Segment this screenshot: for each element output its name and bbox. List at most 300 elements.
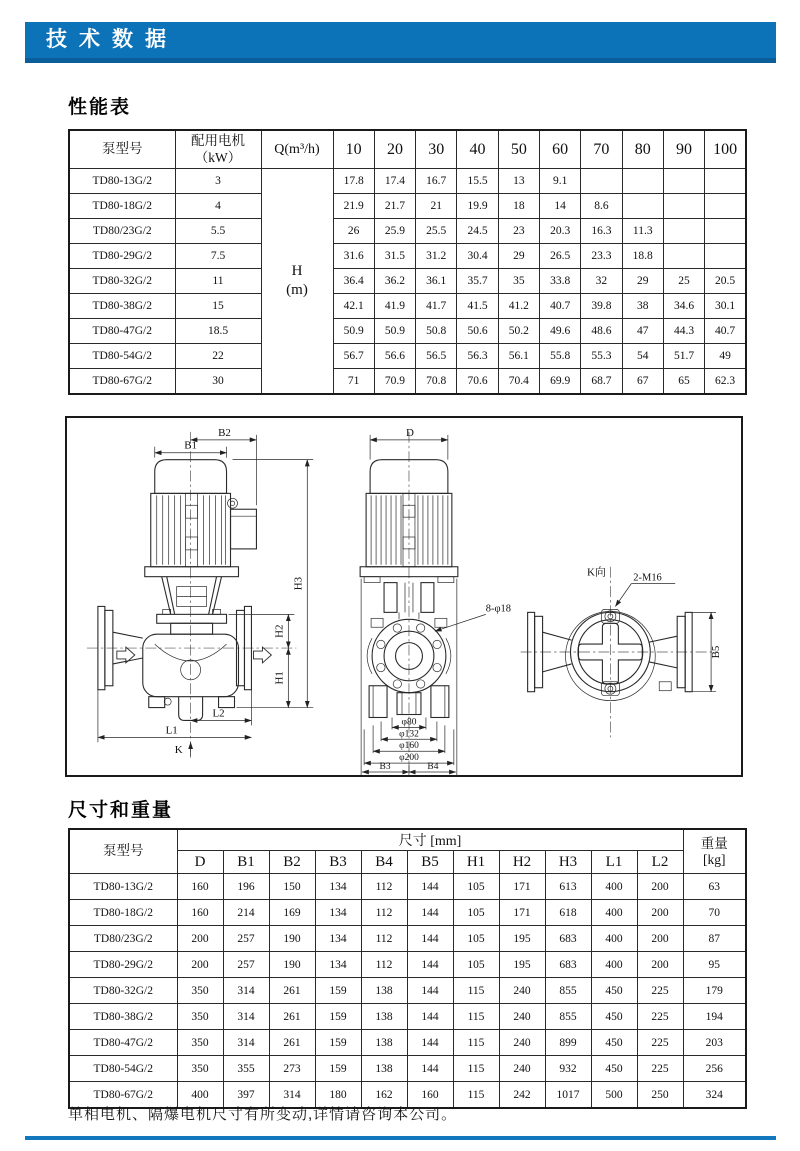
model-cell: TD80-18G/2 xyxy=(69,194,175,219)
size-value-cell: 683 xyxy=(545,952,591,978)
head-value-cell: 41.9 xyxy=(374,294,415,319)
k-view-label: K向 xyxy=(586,566,606,579)
size-value-cell: 257 xyxy=(223,952,269,978)
size-value-cell: 105 xyxy=(453,874,499,900)
head-value-cell: 70.9 xyxy=(374,369,415,395)
perf-section-title: 性能表 xyxy=(68,97,132,118)
size-value-cell: 112 xyxy=(361,952,407,978)
model-cell: TD80-13G/2 xyxy=(69,169,175,194)
size-value-cell: 200 xyxy=(637,952,683,978)
head-value-cell: 69.9 xyxy=(539,369,580,395)
head-value-cell: 38 xyxy=(622,294,663,319)
dim-table-row xyxy=(69,900,746,926)
head-value-cell: 21 xyxy=(416,194,457,219)
header-line: [kg] xyxy=(703,851,726,867)
head-value-cell: 48.6 xyxy=(581,319,622,344)
model-cell: TD80-67G/2 xyxy=(69,1082,177,1109)
perf-col-flow: Q(m³/h) xyxy=(261,130,333,169)
dim-size-col: H3 xyxy=(545,851,591,874)
size-value-cell: 450 xyxy=(591,1056,637,1082)
size-value-cell: 190 xyxy=(269,952,315,978)
head-value-cell: 13 xyxy=(498,169,539,194)
size-value-cell: 144 xyxy=(407,874,453,900)
head-value-cell xyxy=(622,169,663,194)
head-value-cell: 56.6 xyxy=(374,344,415,369)
power-cell: 22 xyxy=(175,344,261,369)
head-value-cell: 50.9 xyxy=(333,319,374,344)
head-value-cell: 42.1 xyxy=(333,294,374,319)
head-value-cell: 33.8 xyxy=(539,269,580,294)
thread-callout: 2-M16 xyxy=(633,572,662,584)
perf-col-q: 10 xyxy=(333,130,374,169)
head-value-cell: 19.9 xyxy=(457,194,498,219)
size-value-cell: 144 xyxy=(407,926,453,952)
head-value-cell: 70.4 xyxy=(498,369,539,395)
size-value-cell: 134 xyxy=(315,926,361,952)
size-value-cell: 115 xyxy=(453,1004,499,1030)
perf-table-row xyxy=(69,244,746,269)
dim-label-dia200: φ200 xyxy=(399,753,419,764)
head-value-cell: 50.9 xyxy=(374,319,415,344)
head-value-cell: 41.7 xyxy=(416,294,457,319)
perf-table-row xyxy=(69,269,746,294)
size-value-cell: 613 xyxy=(545,874,591,900)
size-value-cell: 242 xyxy=(499,1082,545,1109)
head-value-cell: 17.8 xyxy=(333,169,374,194)
size-value-cell: 200 xyxy=(177,926,223,952)
dim-label-h2: H2 xyxy=(273,624,286,638)
size-value-cell: 225 xyxy=(637,1030,683,1056)
size-value-cell: 450 xyxy=(591,1004,637,1030)
dim-table-row xyxy=(69,978,746,1004)
size-value-cell: 159 xyxy=(315,1004,361,1030)
dim-table-row xyxy=(69,952,746,978)
head-value-cell: 40.7 xyxy=(705,319,746,344)
dim-label-dia80: φ80 xyxy=(401,717,417,728)
perf-table-row xyxy=(69,294,746,319)
dim-size-col: B1 xyxy=(223,851,269,874)
model-cell: TD80-54G/2 xyxy=(69,344,175,369)
perf-header-row xyxy=(69,130,746,169)
size-value-cell: 240 xyxy=(499,1030,545,1056)
dim-label-b5: B5 xyxy=(710,645,723,659)
head-unit-cell xyxy=(261,169,333,395)
head-value-cell xyxy=(663,219,704,244)
model-cell: TD80-29G/2 xyxy=(69,952,177,978)
head-value-cell: 41.2 xyxy=(498,294,539,319)
weight-cell: 87 xyxy=(683,926,746,952)
model-cell: TD80/23G/2 xyxy=(69,926,177,952)
size-value-cell: 171 xyxy=(499,874,545,900)
size-value-cell: 138 xyxy=(361,1004,407,1030)
size-value-cell: 350 xyxy=(177,1004,223,1030)
head-value-cell: 65 xyxy=(663,369,704,395)
size-value-cell: 112 xyxy=(361,900,407,926)
perf-col-q: 30 xyxy=(416,130,457,169)
size-value-cell: 105 xyxy=(453,926,499,952)
size-value-cell: 171 xyxy=(499,900,545,926)
size-value-cell: 138 xyxy=(361,1030,407,1056)
head-value-cell: 23.3 xyxy=(581,244,622,269)
bottom-rule xyxy=(25,1136,776,1140)
size-value-cell: 225 xyxy=(637,1004,683,1030)
size-value-cell: 160 xyxy=(407,1082,453,1109)
power-cell: 30 xyxy=(175,369,261,395)
size-value-cell: 134 xyxy=(315,952,361,978)
dim-label-b1: B1 xyxy=(184,439,198,452)
model-cell: TD80-18G/2 xyxy=(69,900,177,926)
size-value-cell: 450 xyxy=(591,1030,637,1056)
size-value-cell: 932 xyxy=(545,1056,591,1082)
dim-table-row xyxy=(69,874,746,900)
size-value-cell: 314 xyxy=(269,1082,315,1109)
size-value-cell: 350 xyxy=(177,1056,223,1082)
header-bar xyxy=(25,22,776,63)
size-value-cell: 214 xyxy=(223,900,269,926)
head-value-cell: 51.7 xyxy=(663,344,704,369)
head-value-cell: 29 xyxy=(622,269,663,294)
head-value-cell: 40.7 xyxy=(539,294,580,319)
model-cell: TD80-32G/2 xyxy=(69,269,175,294)
head-value-cell xyxy=(705,219,746,244)
size-value-cell: 144 xyxy=(407,1056,453,1082)
head-value-cell xyxy=(705,244,746,269)
dim-size-col: D xyxy=(177,851,223,874)
model-cell: TD80-32G/2 xyxy=(69,978,177,1004)
dim-label-b2: B2 xyxy=(218,426,231,439)
size-value-cell: 115 xyxy=(453,1082,499,1109)
head-value-cell xyxy=(705,194,746,219)
dim-table-row xyxy=(69,1004,746,1030)
dim-size-col: B2 xyxy=(269,851,315,874)
pump-drawing-box xyxy=(65,416,743,777)
dim-label-dia132: φ132 xyxy=(399,729,419,740)
dim-col-weight xyxy=(683,829,746,874)
head-value-cell: 23 xyxy=(498,219,539,244)
head-value-cell: 54 xyxy=(622,344,663,369)
dim-label-h3: H3 xyxy=(292,576,305,591)
size-value-cell: 159 xyxy=(315,1056,361,1082)
weight-cell: 256 xyxy=(683,1056,746,1082)
size-value-cell: 150 xyxy=(269,874,315,900)
size-value-cell: 240 xyxy=(499,1056,545,1082)
weight-cell: 63 xyxy=(683,874,746,900)
side-view xyxy=(360,427,511,775)
dim-table-row xyxy=(69,1056,746,1082)
size-value-cell: 105 xyxy=(453,952,499,978)
size-value-cell: 350 xyxy=(177,978,223,1004)
dim-size-col: B4 xyxy=(361,851,407,874)
size-value-cell: 273 xyxy=(269,1056,315,1082)
dim-size-group: 尺寸 [mm] xyxy=(177,829,683,851)
head-value-cell: 41.5 xyxy=(457,294,498,319)
page-title: 技术数据 xyxy=(46,28,178,51)
size-value-cell: 240 xyxy=(499,1004,545,1030)
perf-col-q: 90 xyxy=(663,130,704,169)
model-cell: TD80-54G/2 xyxy=(69,1056,177,1082)
size-value-cell: 134 xyxy=(315,900,361,926)
size-value-cell: 250 xyxy=(637,1082,683,1109)
head-value-cell: 21.7 xyxy=(374,194,415,219)
head-value-cell: 31.5 xyxy=(374,244,415,269)
perf-col-q: 20 xyxy=(374,130,415,169)
head-value-cell: 36.2 xyxy=(374,269,415,294)
head-value-cell: 30.4 xyxy=(457,244,498,269)
model-cell: TD80-13G/2 xyxy=(69,874,177,900)
power-cell: 4 xyxy=(175,194,261,219)
size-value-cell: 138 xyxy=(361,978,407,1004)
perf-table-row xyxy=(69,369,746,395)
perf-table-row xyxy=(69,219,746,244)
model-cell: TD80-38G/2 xyxy=(69,1004,177,1030)
dim-label-l2: L2 xyxy=(212,707,225,720)
model-cell: TD80-29G/2 xyxy=(69,244,175,269)
size-value-cell: 400 xyxy=(591,874,637,900)
perf-table-row xyxy=(69,319,746,344)
head-value-cell xyxy=(663,194,704,219)
head-value-cell: 49.6 xyxy=(539,319,580,344)
dim-size-col: H2 xyxy=(499,851,545,874)
perf-table xyxy=(68,129,747,395)
header-line: （kW） xyxy=(194,149,242,165)
perf-col-q: 60 xyxy=(539,130,580,169)
size-value-cell: 261 xyxy=(269,1030,315,1056)
dim-label-b3: B3 xyxy=(379,762,391,773)
head-value-cell: 29 xyxy=(498,244,539,269)
size-value-cell: 355 xyxy=(223,1056,269,1082)
perf-table-row xyxy=(69,344,746,369)
perf-col-q: 100 xyxy=(705,130,746,169)
size-value-cell: 105 xyxy=(453,900,499,926)
head-value-cell: 56.5 xyxy=(416,344,457,369)
dim-section-title: 尺寸和重量 xyxy=(68,800,174,821)
front-view xyxy=(87,427,313,759)
head-value-cell: 9.1 xyxy=(539,169,580,194)
perf-col-q: 40 xyxy=(457,130,498,169)
head-value-cell: 31.6 xyxy=(333,244,374,269)
head-value-cell xyxy=(705,169,746,194)
head-value-cell: 50.6 xyxy=(457,319,498,344)
size-value-cell: 195 xyxy=(499,952,545,978)
head-value-cell: 18.8 xyxy=(622,244,663,269)
size-value-cell: 144 xyxy=(407,978,453,1004)
dim-label-d: D xyxy=(406,426,414,439)
dim-label-h1: H1 xyxy=(273,671,286,685)
dim-size-col: L1 xyxy=(591,851,637,874)
size-value-cell: 1017 xyxy=(545,1082,591,1109)
head-value-cell: 15.5 xyxy=(457,169,498,194)
size-value-cell: 115 xyxy=(453,1030,499,1056)
head-value-cell: 55.8 xyxy=(539,344,580,369)
size-value-cell: 115 xyxy=(453,978,499,1004)
size-value-cell: 200 xyxy=(637,926,683,952)
size-value-cell: 112 xyxy=(361,874,407,900)
head-value-cell xyxy=(663,244,704,269)
weight-cell: 70 xyxy=(683,900,746,926)
size-value-cell: 855 xyxy=(545,1004,591,1030)
model-cell: TD80-47G/2 xyxy=(69,319,175,344)
head-value-cell: 71 xyxy=(333,369,374,395)
head-value-cell: 18 xyxy=(498,194,539,219)
head-value-cell: 32 xyxy=(581,269,622,294)
perf-col-model: 泵型号 xyxy=(69,130,175,169)
dim-table-body xyxy=(69,829,746,1108)
dim-table xyxy=(68,828,747,1109)
size-value-cell: 855 xyxy=(545,978,591,1004)
head-value-cell: 70.8 xyxy=(416,369,457,395)
dim-label-b4: B4 xyxy=(427,762,439,773)
head-value-cell: 35.7 xyxy=(457,269,498,294)
size-value-cell: 618 xyxy=(545,900,591,926)
size-value-cell: 115 xyxy=(453,1056,499,1082)
head-value-cell: 49 xyxy=(705,344,746,369)
size-value-cell: 400 xyxy=(591,926,637,952)
size-value-cell: 261 xyxy=(269,978,315,1004)
size-value-cell: 257 xyxy=(223,926,269,952)
dim-size-col: B5 xyxy=(407,851,453,874)
size-value-cell: 683 xyxy=(545,926,591,952)
header-line: 配用电机 xyxy=(191,133,245,149)
size-value-cell: 169 xyxy=(269,900,315,926)
size-value-cell: 160 xyxy=(177,874,223,900)
head-value-cell: 17.4 xyxy=(374,169,415,194)
head-value-cell: 35 xyxy=(498,269,539,294)
size-value-cell: 159 xyxy=(315,1030,361,1056)
size-value-cell: 261 xyxy=(269,1004,315,1030)
size-value-cell: 144 xyxy=(407,1004,453,1030)
head-value-cell: 50.2 xyxy=(498,319,539,344)
head-value-cell: 67 xyxy=(622,369,663,395)
size-value-cell: 350 xyxy=(177,1030,223,1056)
size-value-cell: 112 xyxy=(361,926,407,952)
head-value-cell: 39.8 xyxy=(581,294,622,319)
weight-cell: 179 xyxy=(683,978,746,1004)
perf-col-q: 70 xyxy=(581,130,622,169)
head-value-cell: 55.3 xyxy=(581,344,622,369)
head-value-cell: 56.3 xyxy=(457,344,498,369)
weight-cell: 324 xyxy=(683,1082,746,1109)
size-value-cell: 400 xyxy=(177,1082,223,1109)
model-cell: TD80-67G/2 xyxy=(69,369,175,395)
size-value-cell: 400 xyxy=(591,900,637,926)
size-value-cell: 160 xyxy=(177,900,223,926)
head-value-cell xyxy=(663,169,704,194)
head-value-cell: 25.9 xyxy=(374,219,415,244)
header-line: (m) xyxy=(286,282,308,298)
head-value-cell xyxy=(581,169,622,194)
dim-table-row xyxy=(69,1030,746,1056)
head-value-cell: 8.6 xyxy=(581,194,622,219)
size-value-cell: 200 xyxy=(177,952,223,978)
size-value-cell: 200 xyxy=(637,874,683,900)
size-value-cell: 144 xyxy=(407,1030,453,1056)
head-value-cell: 44.3 xyxy=(663,319,704,344)
head-value-cell: 25 xyxy=(663,269,704,294)
size-value-cell: 500 xyxy=(591,1082,637,1109)
size-value-cell: 400 xyxy=(591,952,637,978)
k-direction-view xyxy=(521,565,722,738)
head-value-cell: 34.6 xyxy=(663,294,704,319)
head-value-cell: 24.5 xyxy=(457,219,498,244)
size-value-cell: 240 xyxy=(499,978,545,1004)
power-cell: 15 xyxy=(175,294,261,319)
head-value-cell: 20.5 xyxy=(705,269,746,294)
size-value-cell: 196 xyxy=(223,874,269,900)
size-value-cell: 450 xyxy=(591,978,637,1004)
size-value-cell: 397 xyxy=(223,1082,269,1109)
size-value-cell: 190 xyxy=(269,926,315,952)
power-cell: 7.5 xyxy=(175,244,261,269)
head-value-cell: 26.5 xyxy=(539,244,580,269)
bolt-circle-callout: 8-φ18 xyxy=(485,603,511,615)
model-cell: TD80-38G/2 xyxy=(69,294,175,319)
perf-col-q: 50 xyxy=(498,130,539,169)
perf-table-row xyxy=(69,194,746,219)
size-value-cell: 180 xyxy=(315,1082,361,1109)
dim-header-row-1 xyxy=(69,829,746,851)
weight-cell: 95 xyxy=(683,952,746,978)
head-value-cell: 31.2 xyxy=(416,244,457,269)
head-value-cell: 21.9 xyxy=(333,194,374,219)
size-value-cell: 899 xyxy=(545,1030,591,1056)
head-value-cell: 25.5 xyxy=(416,219,457,244)
size-value-cell: 314 xyxy=(223,1030,269,1056)
head-value-cell: 16.7 xyxy=(416,169,457,194)
size-value-cell: 314 xyxy=(223,1004,269,1030)
size-value-cell: 144 xyxy=(407,952,453,978)
model-cell: TD80-47G/2 xyxy=(69,1030,177,1056)
power-cell: 5.5 xyxy=(175,219,261,244)
perf-table-body xyxy=(69,130,746,394)
head-value-cell: 26 xyxy=(333,219,374,244)
dim-label-dia160: φ160 xyxy=(399,741,419,752)
perf-col-q: 80 xyxy=(622,130,663,169)
weight-cell: 203 xyxy=(683,1030,746,1056)
head-value-cell: 11.3 xyxy=(622,219,663,244)
power-cell: 11 xyxy=(175,269,261,294)
size-value-cell: 195 xyxy=(499,926,545,952)
power-cell: 3 xyxy=(175,169,261,194)
pump-technical-drawing xyxy=(67,418,741,775)
size-value-cell: 200 xyxy=(637,900,683,926)
header-line: H xyxy=(291,262,303,279)
dim-size-col: H1 xyxy=(453,851,499,874)
head-value-cell: 70.6 xyxy=(457,369,498,395)
head-value-cell: 56.1 xyxy=(498,344,539,369)
head-value-cell: 68.7 xyxy=(581,369,622,395)
size-value-cell: 225 xyxy=(637,1056,683,1082)
weight-cell: 194 xyxy=(683,1004,746,1030)
perf-col-power xyxy=(175,130,261,169)
head-value-cell: 50.8 xyxy=(416,319,457,344)
size-value-cell: 314 xyxy=(223,978,269,1004)
size-value-cell: 144 xyxy=(407,900,453,926)
size-value-cell: 134 xyxy=(315,874,361,900)
size-value-cell: 162 xyxy=(361,1082,407,1109)
dim-table-row xyxy=(69,926,746,952)
head-value-cell: 30.1 xyxy=(705,294,746,319)
model-cell: TD80/23G/2 xyxy=(69,219,175,244)
dim-label-k: K xyxy=(174,744,183,757)
head-value-cell: 62.3 xyxy=(705,369,746,395)
header-line: 重量 xyxy=(700,835,728,851)
size-value-cell: 225 xyxy=(637,978,683,1004)
dim-label-l1: L1 xyxy=(165,724,178,737)
head-value-cell: 56.7 xyxy=(333,344,374,369)
head-value-cell: 47 xyxy=(622,319,663,344)
head-value-cell: 36.1 xyxy=(416,269,457,294)
dim-size-col: B3 xyxy=(315,851,361,874)
